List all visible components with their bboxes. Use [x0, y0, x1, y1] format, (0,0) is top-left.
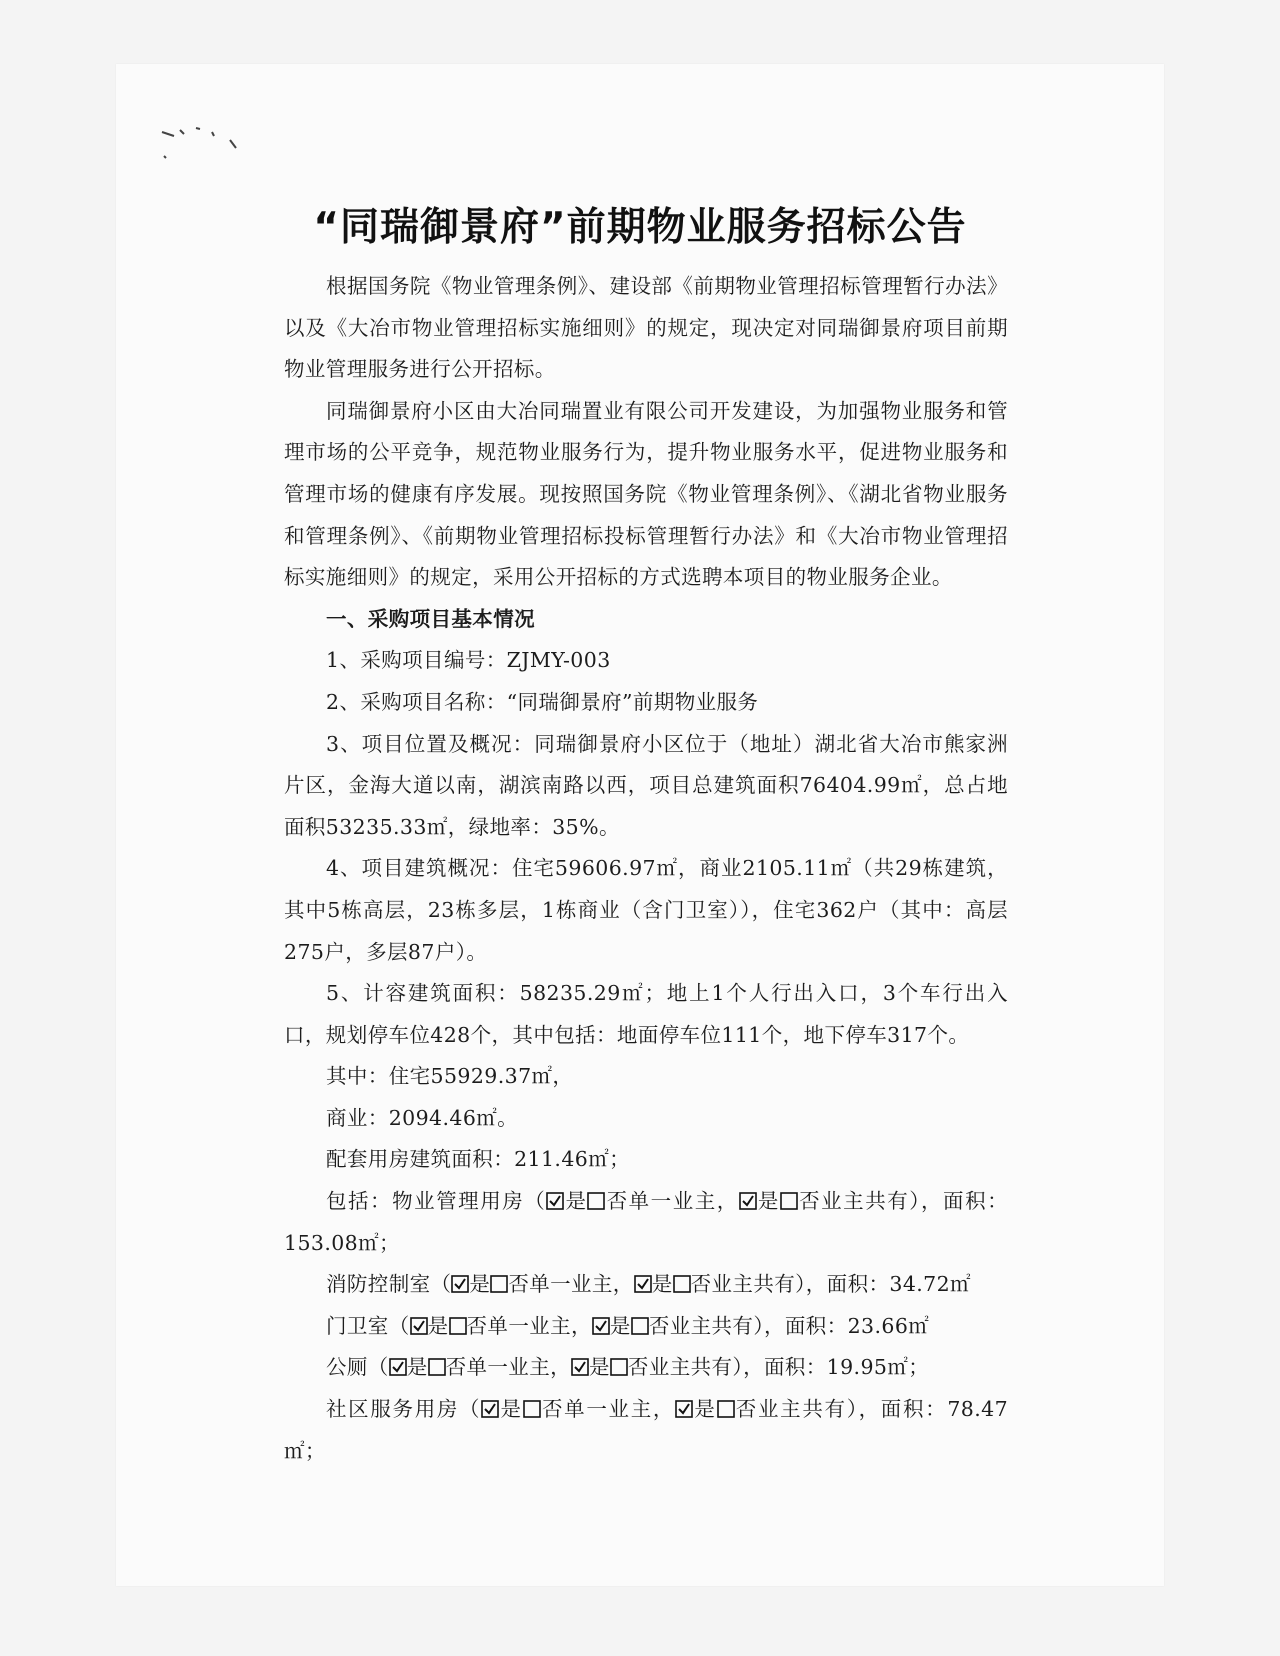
room-yes-label: 是 — [499, 1397, 523, 1422]
intro-paragraph-2: 同瑞御景府小区由大冶同瑞置业有限公司开发建设，为加强物业服务和管理市场的公平竞争，规范物业服务行为，提升物业服务水平，促进物业服务和管理市场的健康有序发展。现按照国务院《物业管理条例》、《湖北省物业服务和管理条例》、《前期物业管理招标投标管理暂行办法》和《大冶市物业管理招标实施细则》的规定，采用公开招标的方式选聘本项目的物业服务企业。 — [284, 398, 1008, 590]
unchecked-box-icon — [490, 1272, 508, 1296]
room-no-label: 否单一业主， — [605, 1189, 739, 1214]
room-yes-label: 是 — [651, 1272, 673, 1297]
room-line — [284, 1347, 1008, 1389]
unchecked-box-icon — [717, 1397, 735, 1421]
checked-box-icon — [675, 1397, 693, 1421]
support-area: 配套用房建筑面积：211.46㎡； — [326, 1147, 631, 1172]
page-title: “同瑞御景府”前期物业服务招标公告 — [313, 205, 967, 250]
checked-box-icon — [634, 1272, 652, 1296]
unchecked-box-icon — [449, 1314, 467, 1338]
room-prefix: 消防控制室（ — [326, 1272, 452, 1297]
item-location: 3、项目位置及概况：同瑞御景府小区位于（地址）湖北省大冶市熊家洲片区，金海大道以南，湖滨南路以西，项目总建筑面积76404.99㎡，总占地面积53235.33㎡，绿地率：35%。 — [284, 731, 1008, 839]
room-no-label: 否单一业主， — [445, 1355, 572, 1380]
unchecked-box-icon — [428, 1355, 446, 1379]
room-prefix: 社区服务用房（ — [326, 1397, 482, 1422]
room-yes-label: 是 — [693, 1397, 717, 1422]
checked-box-icon — [410, 1314, 428, 1338]
unchecked-box-icon — [610, 1355, 628, 1379]
room-area-label: 否业主共有），面积：34.72㎡ — [690, 1272, 971, 1297]
unchecked-box-icon — [673, 1272, 691, 1296]
room-yes-label: 是 — [589, 1355, 610, 1380]
room-yes-label: 是 — [427, 1313, 449, 1338]
document-body — [284, 266, 1008, 1472]
room-area-label: 否业主共有），面积：153.08㎡； — [284, 1189, 1009, 1255]
checked-box-icon — [451, 1272, 469, 1296]
intro-paragraph-1: 根据国务院《物业管理条例》、建设部《前期物业管理招标管理暂行办法》以及《大冶市物业管理招标实施细则》的规定，现决定对同瑞御景府项目前期物业管理服务进行公开招标。 — [284, 274, 1008, 382]
room-no-label: 否单一业主， — [508, 1272, 634, 1297]
room-line — [284, 1264, 1008, 1306]
room-yes-label: 是 — [406, 1355, 428, 1380]
checked-box-icon — [481, 1397, 499, 1421]
room-line — [284, 1306, 1008, 1348]
room-yes-label: 是 — [564, 1189, 588, 1214]
item-project-name: 2、采购项目名称：“同瑞御景府”前期物业服务 — [326, 689, 759, 714]
item-plot-area: 5、计容建筑面积：58235.29㎡；地上1个人行出入口，3个车行出入口，规划停车位428个，其中包括：地面停车位111个，地下停车317个。 — [284, 981, 1008, 1047]
unchecked-box-icon — [523, 1397, 541, 1421]
room-line — [284, 1181, 1008, 1264]
checked-box-icon — [739, 1189, 757, 1213]
unchecked-box-icon — [780, 1189, 798, 1213]
room-prefix: 门卫室（ — [326, 1313, 410, 1338]
section-heading: 一、采购项目基本情况 — [326, 606, 535, 631]
room-no-label: 否单一业主， — [466, 1313, 592, 1338]
room-yes-label: 是 — [469, 1272, 491, 1297]
room-no-label: 否单一业主， — [540, 1397, 676, 1422]
room-line — [284, 1389, 1008, 1472]
item-building-overview: 4、项目建筑概况：住宅59606.97㎡，商业2105.11㎡（共29栋建筑，其中5栋高层，23栋多层，1栋商业（含门卫室）），住宅362户（其中：高层275户，多层87户）。 — [284, 856, 1008, 964]
room-yes-label: 是 — [609, 1313, 631, 1338]
checked-box-icon — [592, 1314, 610, 1338]
checked-box-icon — [571, 1355, 589, 1379]
room-prefix: 包括：物业管理用房（ — [326, 1189, 547, 1214]
checked-box-icon — [389, 1355, 407, 1379]
sub-commercial: 商业：2094.46㎡。 — [326, 1105, 519, 1130]
room-area-label: 否业主共有），面积：19.95㎡； — [627, 1355, 930, 1380]
room-list — [284, 1181, 1008, 1472]
unchecked-box-icon — [631, 1314, 649, 1338]
room-prefix: 公厕（ — [326, 1355, 389, 1380]
sub-residential: 其中：住宅55929.37㎡， — [326, 1064, 574, 1089]
room-area-label: 否业主共有），面积：23.66㎡ — [648, 1313, 930, 1338]
scan-specks — [160, 126, 250, 166]
item-project-number: 1、采购项目编号：ZJMY-003 — [326, 648, 611, 673]
unchecked-box-icon — [587, 1189, 605, 1213]
room-yes-label: 是 — [756, 1189, 780, 1214]
checked-box-icon — [546, 1189, 564, 1213]
room-area-label: 否业主共有），面积：78.47㎡； — [284, 1397, 1009, 1463]
